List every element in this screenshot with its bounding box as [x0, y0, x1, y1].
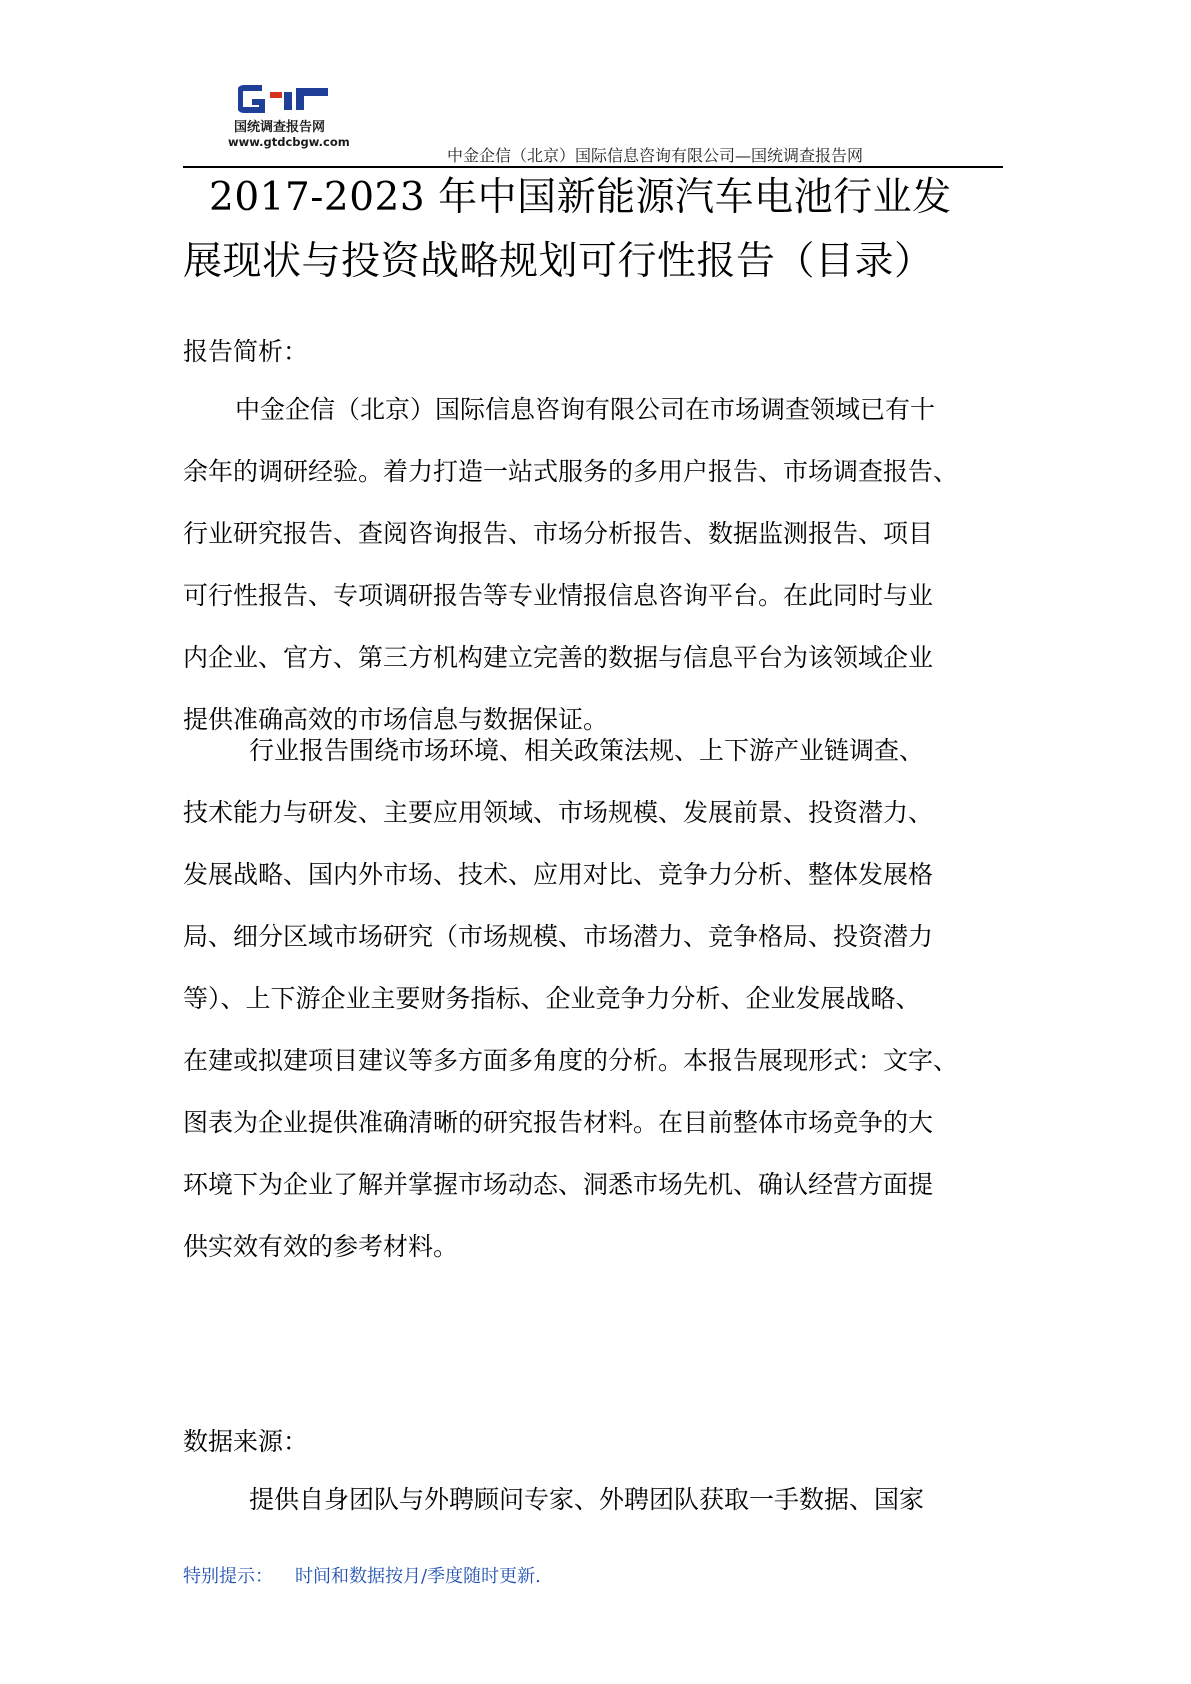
logo-site-url: www.gtdcbgw.com	[228, 135, 350, 149]
footer-text: 时间和数据按月/季度随时更新.	[295, 1566, 541, 1587]
footer-notice	[183, 1562, 541, 1588]
logo-site-name: 国统调查报告网	[234, 120, 326, 135]
analysis-label: 报告简析：	[183, 337, 309, 366]
title-line-1: 2017-2023 年中国新能源汽车电池行业发	[209, 175, 952, 220]
paragraph-line: 在建或拟建项目建议等多方面多角度的分析。本报告展现形式：文字、	[183, 1046, 959, 1075]
paragraph-line: 行业研究报告、查阅咨询报告、市场分析报告、数据监测报告、项目	[183, 519, 934, 548]
paragraph-line: 中金企信（北京）国际信息咨询有限公司在市场调查领域已有十	[235, 395, 936, 424]
paragraph-line: 技术能力与研发、主要应用领域、市场规模、发展前景、投资潜力、	[183, 798, 934, 827]
paragraph-line: 内企业、官方、第三方机构建立完善的数据与信息平台为该领域企业	[183, 643, 934, 672]
paragraph-line: 图表为企业提供准确清晰的研究报告材料。在目前整体市场竞争的大	[183, 1108, 934, 1137]
paragraph-line: 余年的调研经验。着力打造一站式服务的多用户报告、市场调查报告、	[183, 457, 959, 486]
paragraph-line: 环境下为企业了解并掌握市场动态、洞悉市场先机、确认经营方面提	[183, 1170, 934, 1199]
paragraph-line: 供实效有效的参考材料。	[183, 1232, 459, 1261]
header-company-name: 中金企信（北京）国际信息咨询有限公司—国统调查报告网	[447, 146, 864, 165]
paragraph-line: 局、细分区域市场研究（市场规模、市场潜力、竞争格局、投资潜力	[183, 922, 934, 951]
paragraph-line: 提供自身团队与外聘顾问专家、外聘团队获取一手数据、国家	[249, 1485, 925, 1514]
paragraph-line: 等）、上下游企业主要财务指标、企业竞争力分析、企业发展战略、	[183, 984, 921, 1013]
title-line-2: 展现状与投资战略规划可行性报告（目录）	[183, 239, 934, 284]
analysis-paragraph-1	[183, 379, 1023, 751]
paragraph-line: 发展战略、国内外市场、技术、应用对比、竞争力分析、整体发展格	[183, 860, 934, 889]
paragraph-line: 行业报告围绕市场环境、相关政策法规、上下游产业链调查、	[249, 736, 925, 765]
document-title	[183, 166, 1023, 294]
analysis-paragraph-2	[183, 720, 1023, 1278]
data-source-paragraph	[183, 1469, 1023, 1531]
data-source-label: 数据来源：	[183, 1427, 309, 1456]
logo	[228, 84, 378, 154]
paragraph-line: 提供准确高效的市场信息与数据保证。	[183, 705, 609, 734]
gtdc-logo-mark	[238, 84, 338, 114]
footer-label: 特别提示：	[183, 1566, 273, 1587]
paragraph-line: 可行性报告、专项调研报告等专业情报信息咨询平台。在此同时与业	[183, 581, 934, 610]
